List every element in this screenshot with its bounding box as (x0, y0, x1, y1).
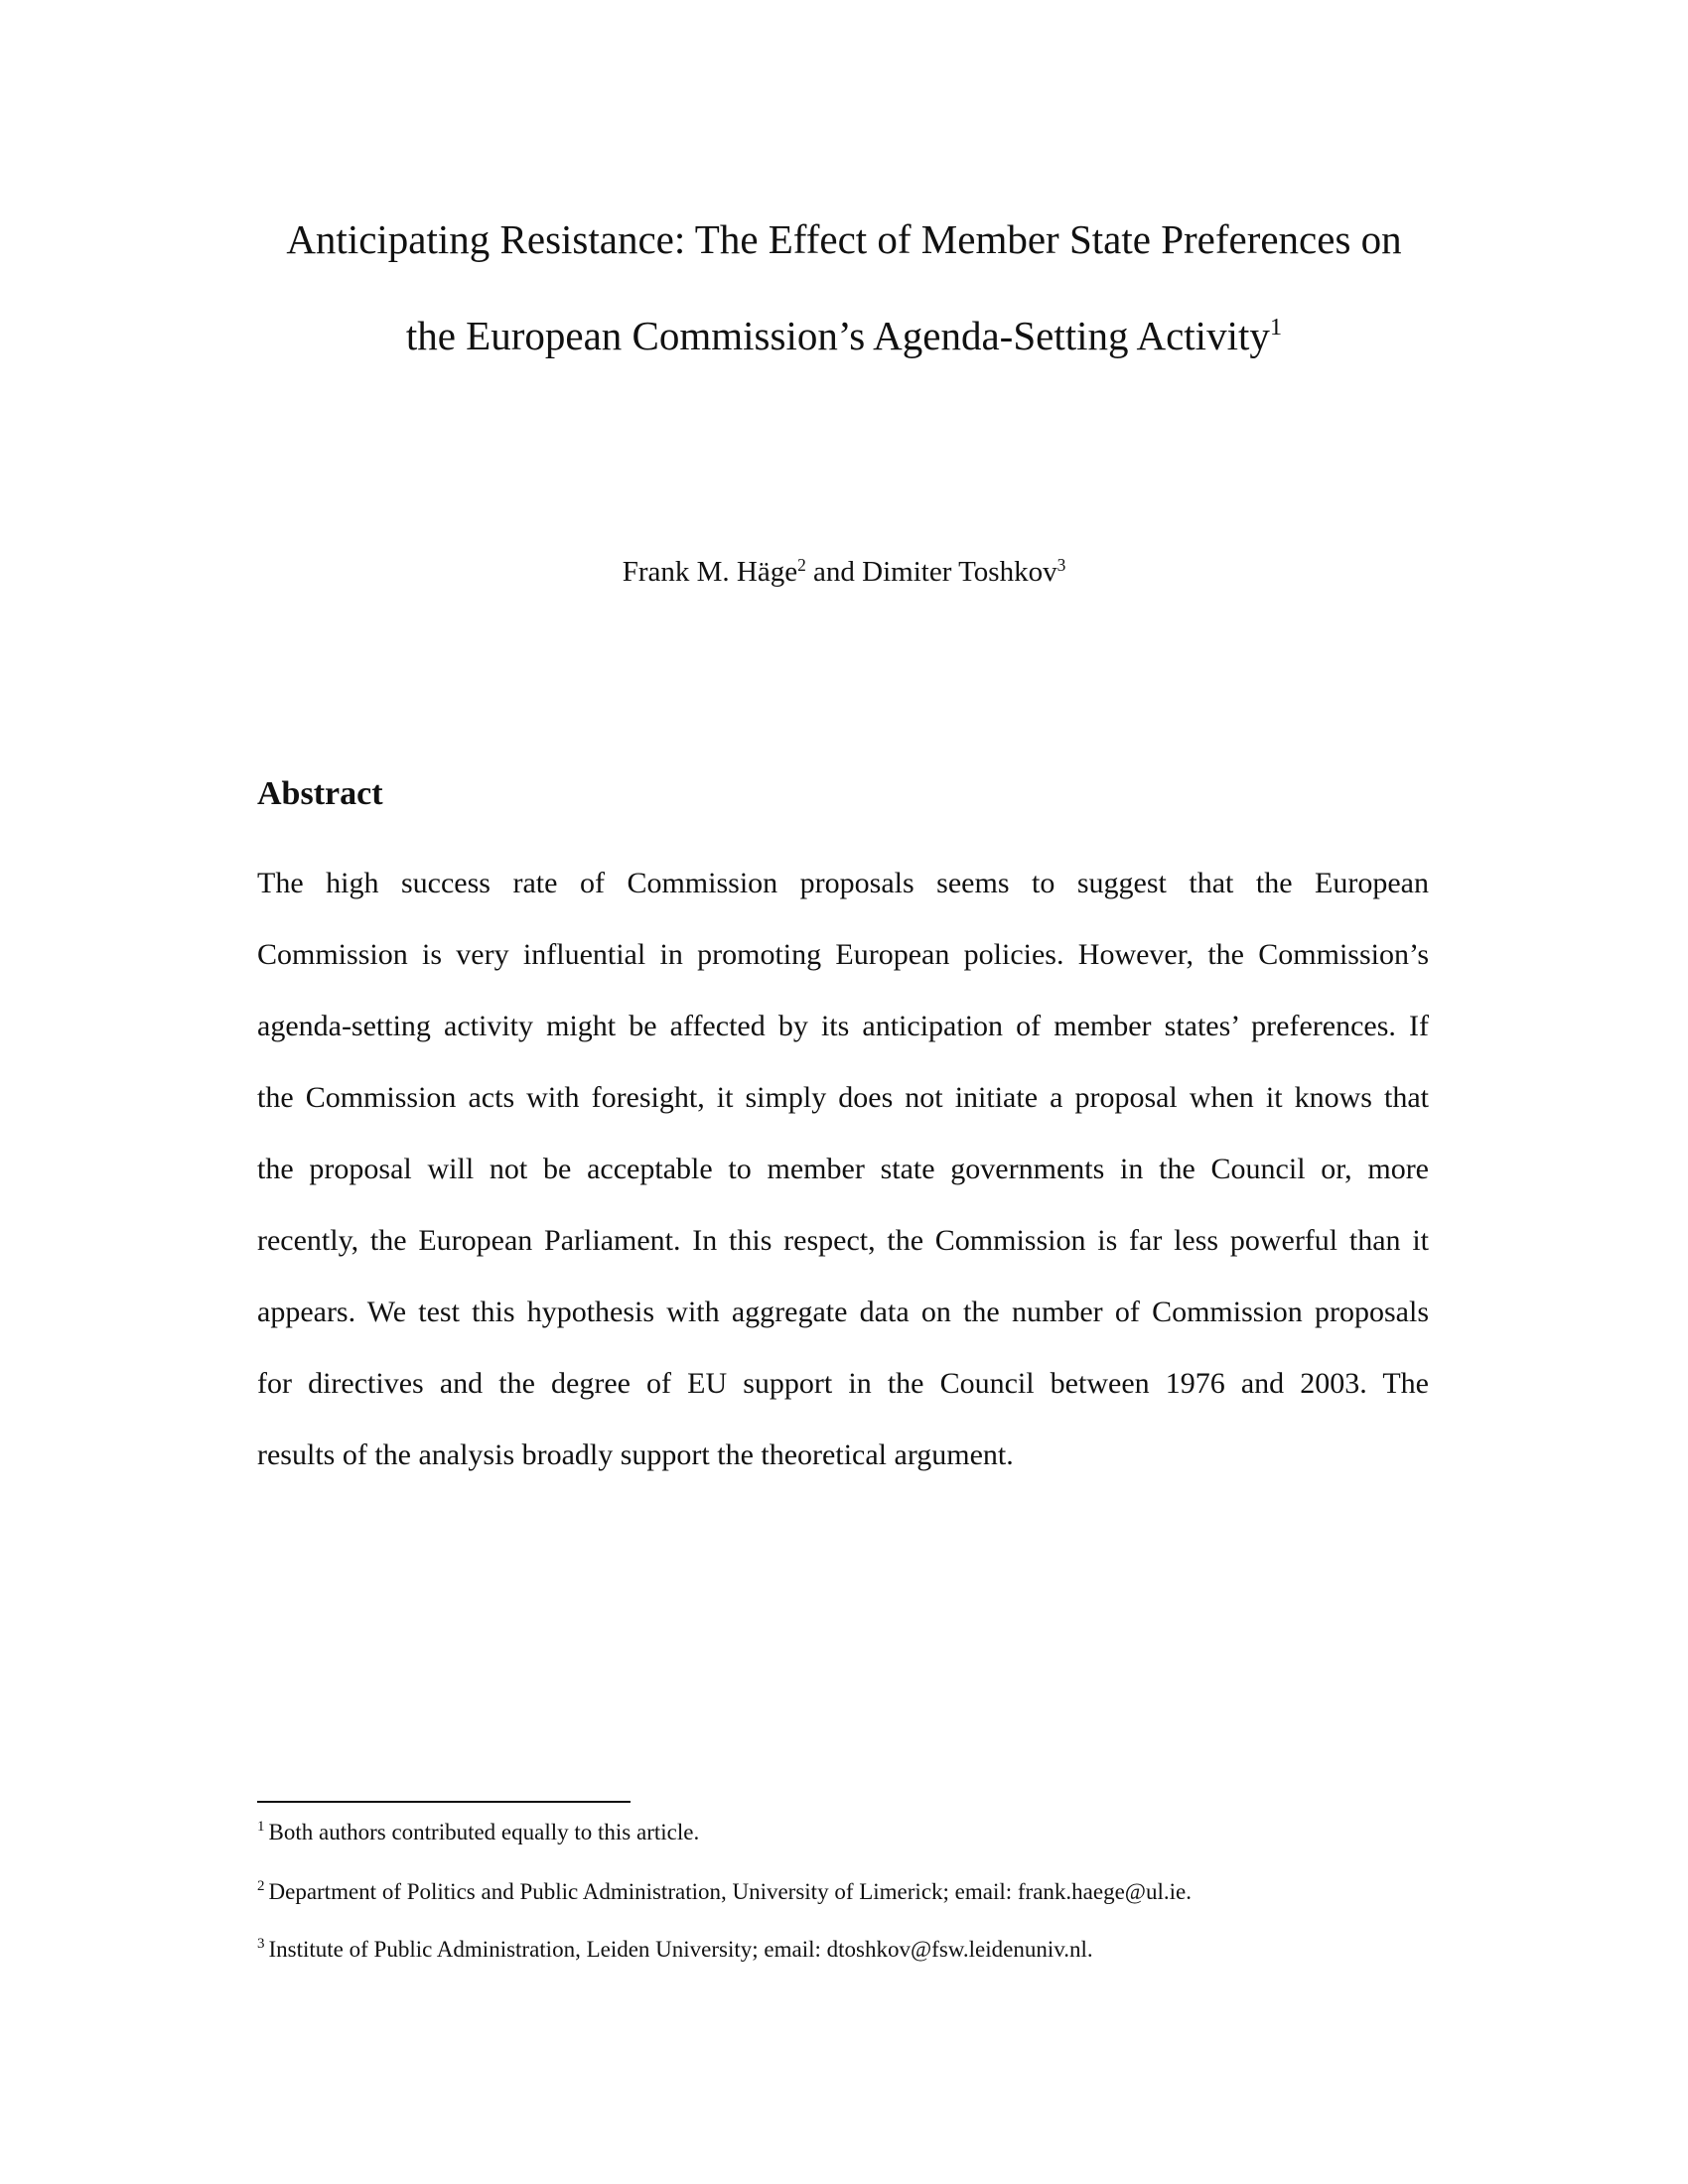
paper-title-line-1 (0, 216, 1688, 262)
abstract-line: agenda-setting activity might be affected by its anticipation of member states’ preferences. If (257, 1010, 1429, 1042)
abstract-line: the Commission acts with foresight, it simply does not initiate a proposal when it knows that (257, 1081, 1429, 1114)
abstract-line: appears. We test this hypothesis with aggregate data on the number of Commission proposals (257, 1296, 1429, 1328)
abstract-line: recently, the European Parliament. In this respect, the Commission is far less powerful than it (257, 1224, 1429, 1257)
footnote-2-text: Department of Politics and Public Administration, University of Limerick; email: frank.haege@ul.ie. (268, 1879, 1192, 1904)
abstract-line: the proposal will not be acceptable to member state governments in the Council or, more (257, 1153, 1429, 1185)
abstract-body (257, 864, 1429, 1507)
abstract-line: for directives and the degree of EU support in the Council between 1976 and 2003. The (257, 1367, 1429, 1400)
author-name-1: Frank M. Häge (622, 556, 798, 588)
abstract-line-last: results of the analysis broadly support the theoretical argument. (257, 1438, 1014, 1471)
footnote-2-mark: 2 (257, 1878, 265, 1894)
footnote-3-text: Institute of Public Administration, Leiden University; email: dtoshkov@fsw.leidenuniv.nl. (268, 1937, 1093, 1962)
author-1-footnote-mark: 2 (797, 554, 806, 575)
footnote-separator (257, 1801, 631, 1803)
footnote-3 (257, 1938, 1093, 1961)
abstract-line: The high success rate of Commission proposals seems to suggest that the European (257, 867, 1429, 899)
footnote-3-mark: 3 (257, 1936, 265, 1952)
paper-title-line-2 (0, 313, 1688, 358)
author-line (0, 554, 1688, 588)
footnote-2 (257, 1880, 1192, 1903)
footnote-1-text: Both authors contributed equally to this article. (268, 1820, 700, 1844)
title-text-1: Anticipating Resistance: The Effect of Member State Preferences on (286, 216, 1402, 262)
abstract-heading: Abstract (257, 775, 383, 812)
footnote-1-mark: 1 (257, 1819, 265, 1835)
abstract-line: Commission is very influential in promoting European policies. However, the Commission’s (257, 938, 1429, 971)
author-connector: and (813, 556, 855, 588)
author-name-2: Dimiter Toshkov (862, 556, 1057, 588)
author-2-footnote-mark: 3 (1056, 554, 1066, 575)
title-text-2: the European Commission’s Agenda-Setting Activity (405, 313, 1270, 358)
title-footnote-mark: 1 (1269, 314, 1283, 341)
footnote-1 (257, 1821, 699, 1843)
